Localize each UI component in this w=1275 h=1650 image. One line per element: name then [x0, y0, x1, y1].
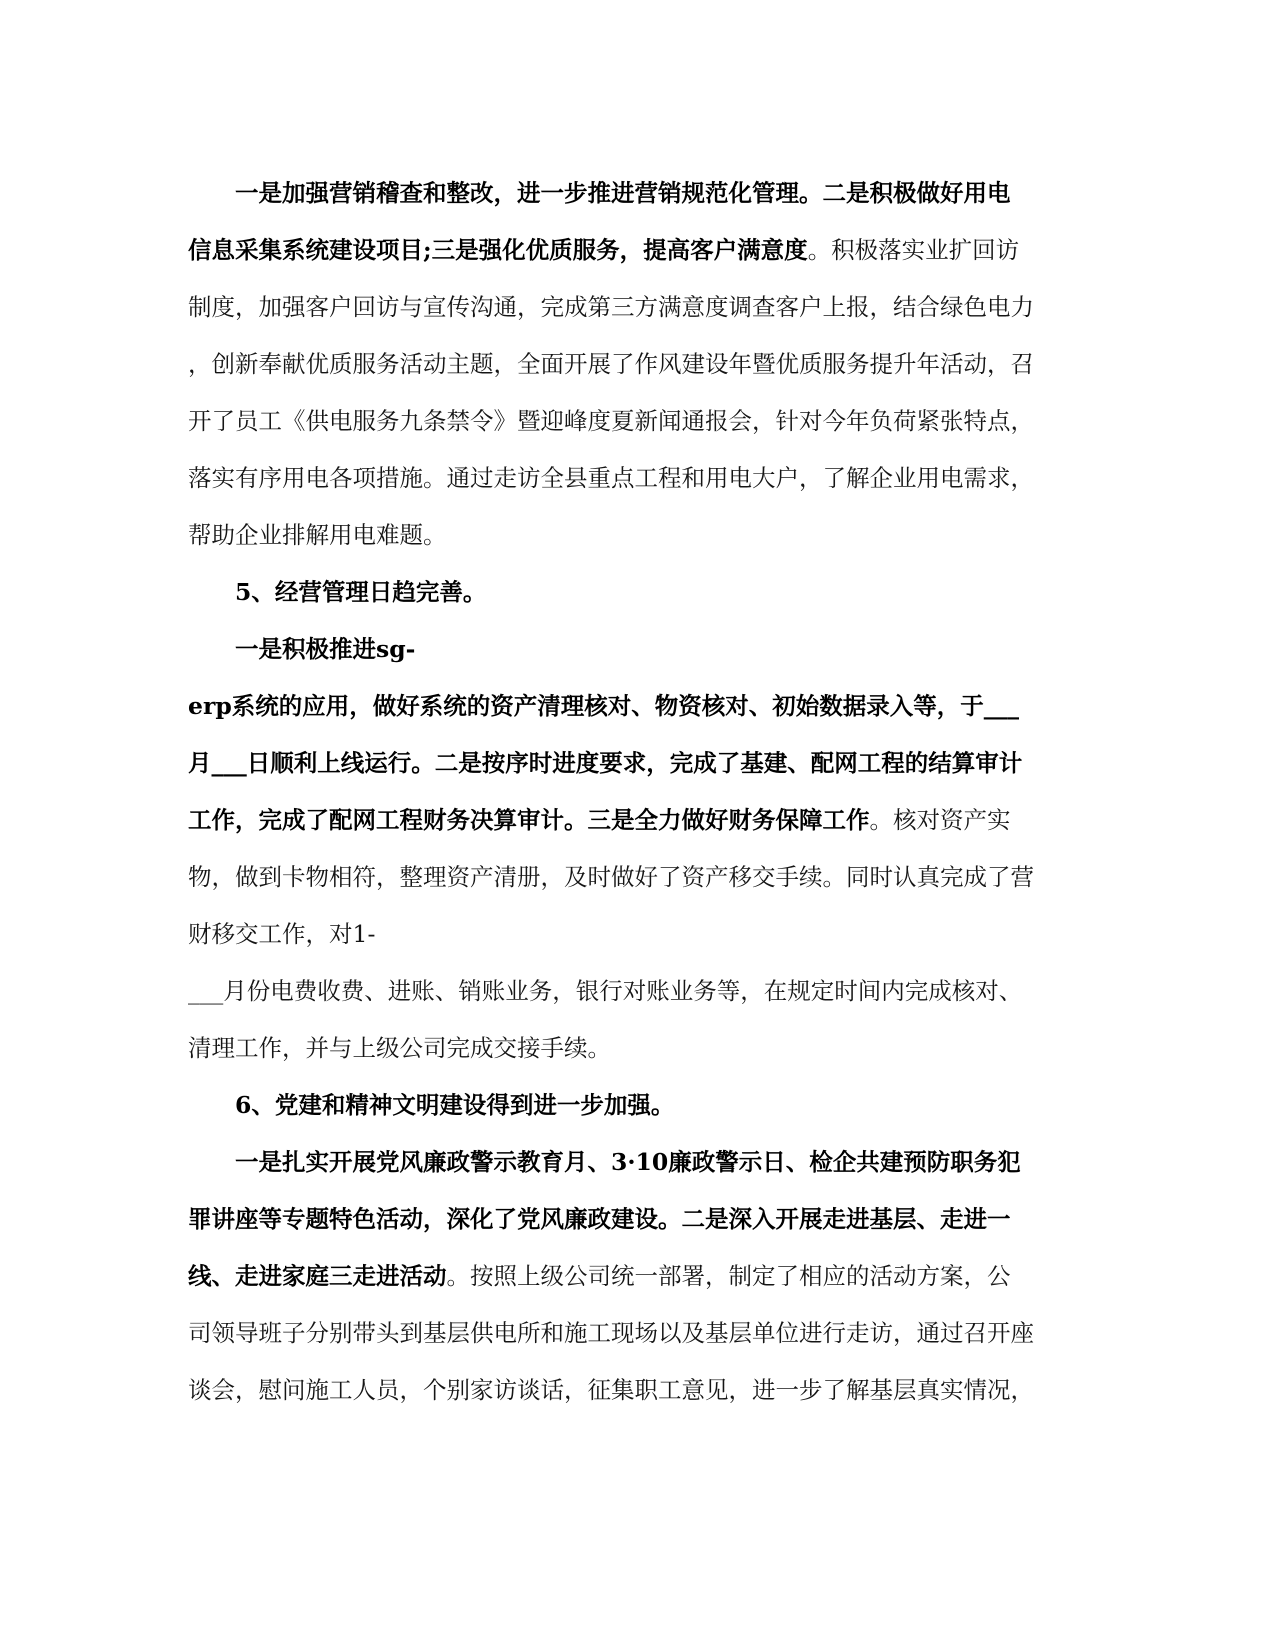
text-line: [188, 621, 1088, 678]
text-line: [188, 222, 1088, 279]
bold-text: 一是积极推进sg-: [235, 635, 416, 663]
text-line: [188, 1305, 1088, 1362]
text-line: [188, 1362, 1088, 1419]
body-text: 开了员工《供电服务九条禁令》暨迎峰度夏新闻通报会，针对今年负荷紧张特点，: [188, 407, 1034, 435]
text-line: [188, 963, 1088, 1020]
bold-text: 6、党建和精神文明建设得到进一步加强。: [235, 1091, 675, 1119]
body-text: 司领导班子分别带头到基层供电所和施工现场以及基层单位进行走访，通过召开座: [188, 1319, 1034, 1347]
bold-text: 线、走进家庭三走进活动: [188, 1262, 447, 1290]
body-text: 。按照上级公司统一部署，制定了相应的活动方案，公: [446, 1262, 1011, 1290]
body-text: 财移交工作，对1-: [188, 920, 376, 948]
bold-text: 5、经营管理日趋完善。: [235, 578, 487, 606]
text-line: [188, 1020, 1088, 1077]
text-line: [188, 735, 1088, 792]
text-line: [188, 393, 1088, 450]
body-text: 帮助企业排解用电难题。: [188, 521, 447, 549]
bold-text: 一是扎实开展党风廉政警示教育月、3·10廉政警示日、检企共建预防职务犯: [235, 1148, 1021, 1176]
section-heading: [188, 1077, 1088, 1134]
bold-text: 信息采集系统建设项目;三是强化优质服务，提高客户满意度: [188, 236, 808, 264]
text-line: [188, 1191, 1088, 1248]
section-heading: [188, 564, 1088, 621]
text-line: [188, 450, 1088, 507]
text-line: [188, 279, 1088, 336]
body-text: 。积极落实业扩回访: [807, 236, 1020, 264]
body-text: 物，做到卡物相符，整理资产清册，及时做好了资产移交手续。同时认真完成了营: [188, 863, 1034, 891]
bold-text: 罪讲座等专题特色活动，深化了党风廉政建设。二是深入开展走进基层、走进一: [188, 1205, 1011, 1233]
text-line: [188, 792, 1088, 849]
text-line: [188, 906, 1088, 963]
text-line: [188, 849, 1088, 906]
text-line: [188, 336, 1088, 393]
text-line: [188, 1134, 1088, 1191]
body-text: 落实有序用电各项措施。通过走访全县重点工程和用电大户，了解企业用电需求，: [188, 464, 1034, 492]
bold-text: 一是加强营销稽查和整改，进一步推进营销规范化管理。二是积极做好用电: [235, 179, 1011, 207]
bold-text: 月___日顺利上线运行。二是按序时进度要求，完成了基建、配网工程的结算审计: [188, 749, 1023, 777]
body-text: 制度，加强客户回访与宣传沟通，完成第三方满意度调查客户上报，结合绿色电力: [188, 293, 1034, 321]
body-text: 。核对资产实: [869, 806, 1011, 834]
text-line: [188, 507, 1088, 564]
body-text: 清理工作，并与上级公司完成交接手续。: [188, 1034, 611, 1062]
body-text: 谈会，慰问施工人员，个别家访谈话，征集职工意见，进一步了解基层真实情况，: [188, 1376, 1034, 1404]
bold-text: 工作，完成了配网工程财务决算审计。三是全力做好财务保障工作: [188, 806, 870, 834]
text-line: [188, 1248, 1088, 1305]
bold-text: erp系统的应用，做好系统的资产清理核对、物资核对、初始数据录入等，于___: [188, 692, 1020, 720]
body-text: ___月份电费收费、进账、销账业务，银行对账业务等，在规定时间内完成核对、: [188, 977, 1023, 1005]
text-line: [188, 165, 1088, 222]
body-text: ，创新奉献优质服务活动主题，全面开展了作风建设年暨优质服务提升年活动，召: [188, 350, 1034, 378]
text-line: [188, 678, 1088, 735]
document-body: [188, 165, 1088, 1419]
